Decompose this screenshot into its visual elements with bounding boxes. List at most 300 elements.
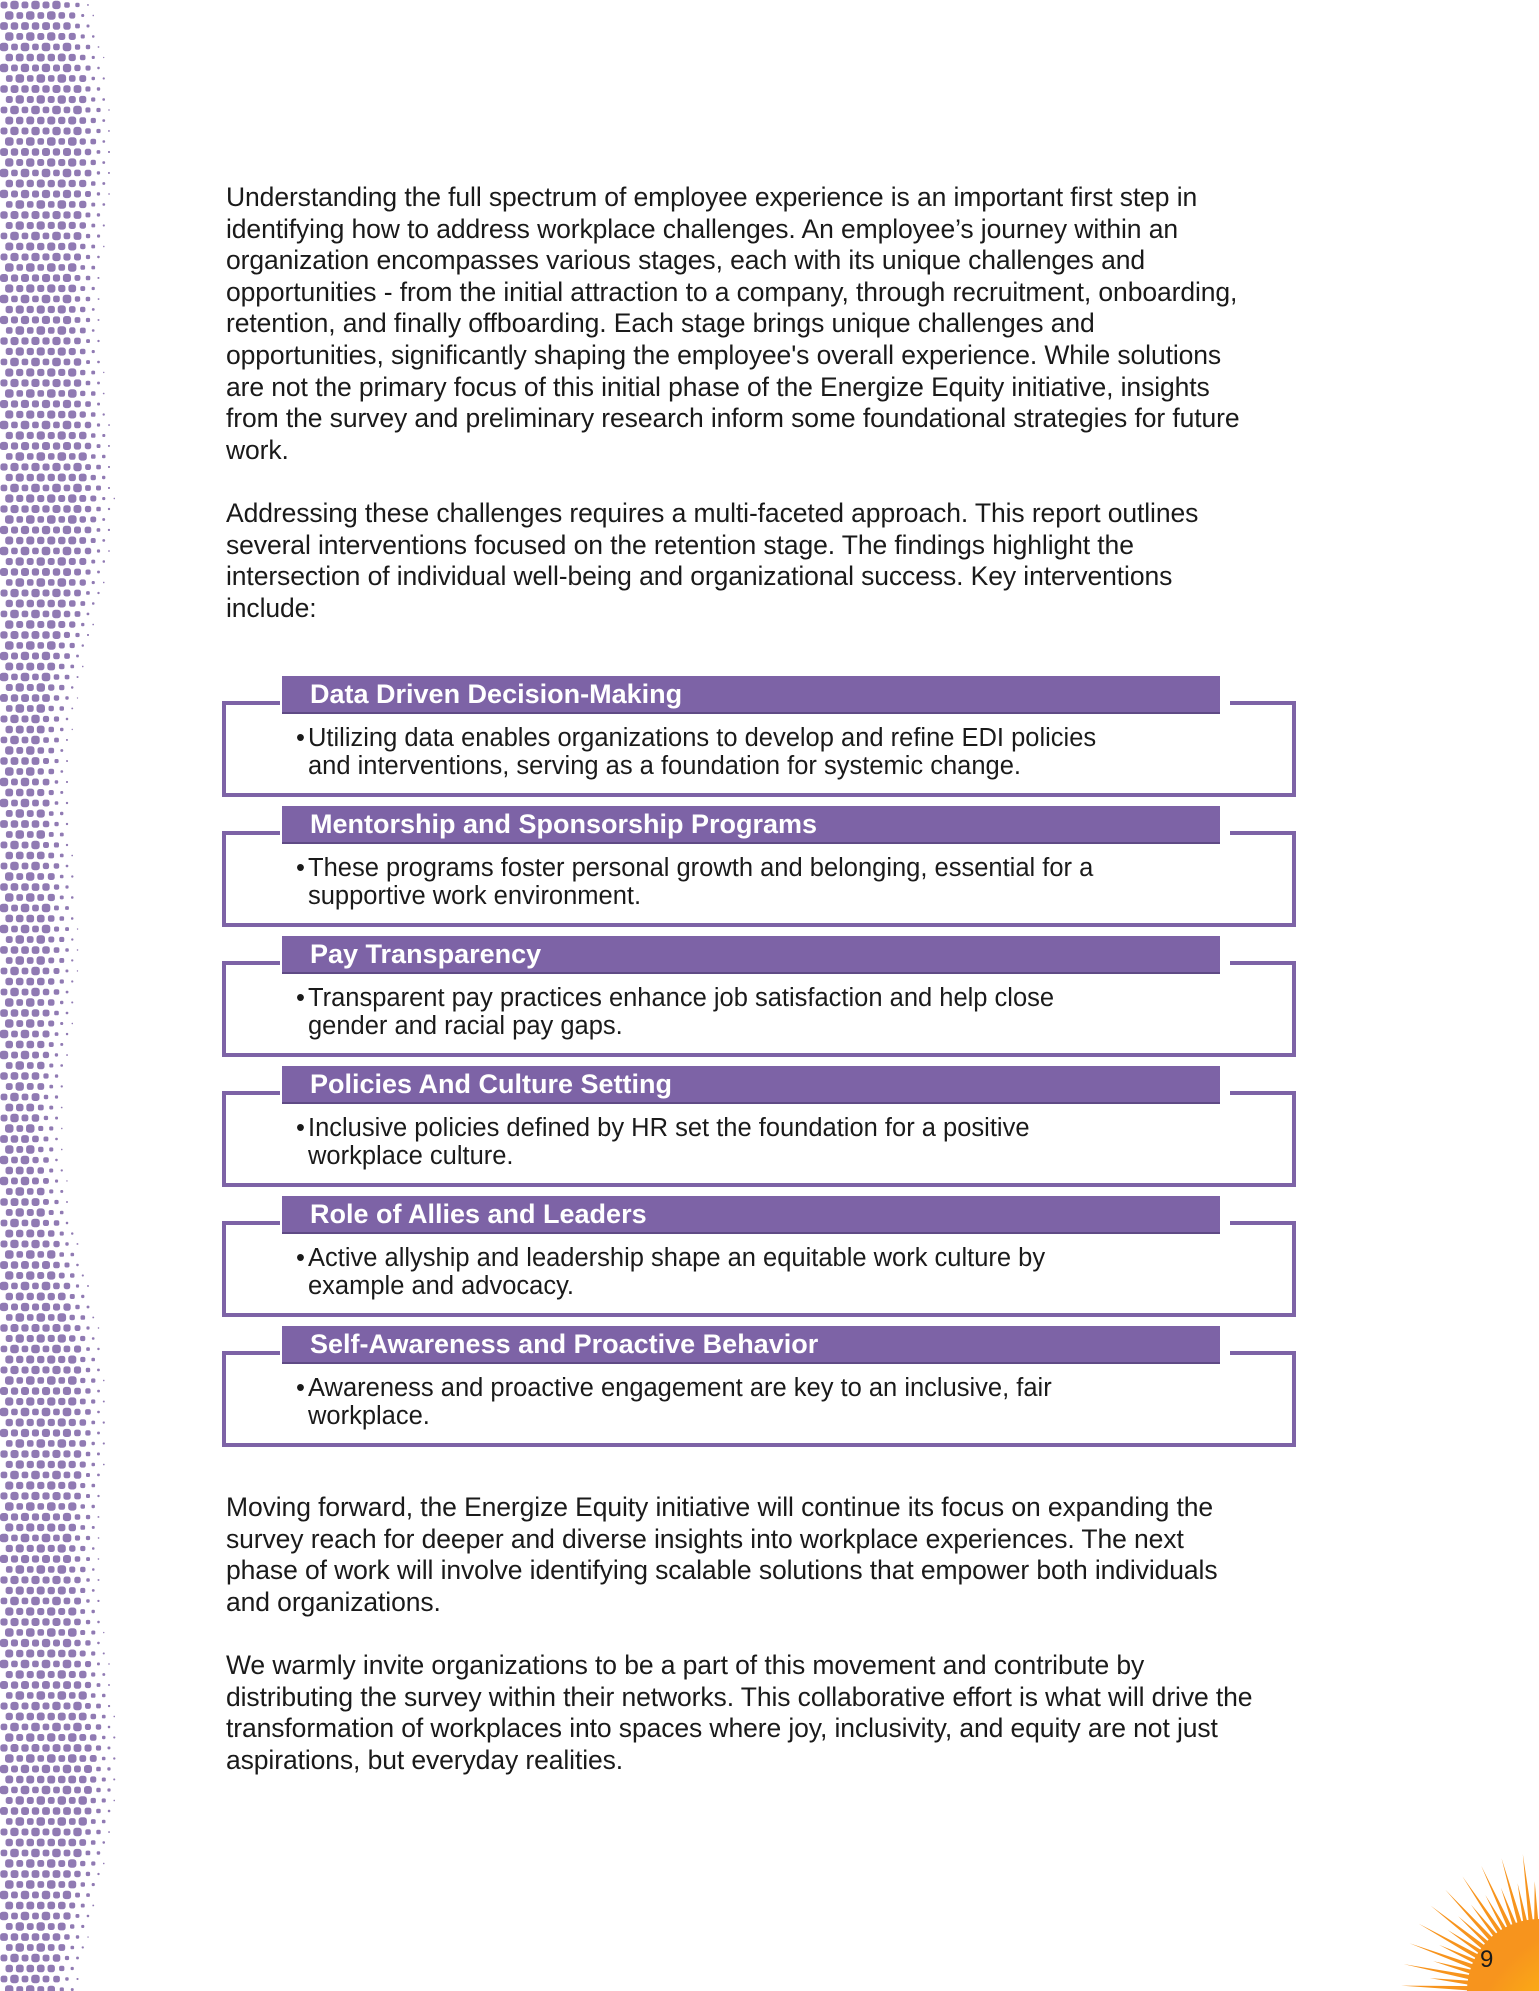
halftone-dot xyxy=(48,915,55,922)
halftone-dot xyxy=(58,369,65,376)
halftone-dot xyxy=(1,1724,8,1731)
halftone-dot xyxy=(66,970,69,973)
halftone-dot xyxy=(16,180,24,188)
halftone-dot xyxy=(91,1631,95,1635)
halftone-dot xyxy=(82,1946,84,1948)
halftone-dot xyxy=(43,863,49,869)
halftone-dot xyxy=(91,1399,95,1403)
halftone-dot xyxy=(32,883,40,891)
halftone-dot xyxy=(42,274,50,282)
halftone-dot xyxy=(82,666,84,668)
halftone-dot xyxy=(79,1671,86,1678)
halftone-dot xyxy=(85,107,90,112)
halftone-dot xyxy=(38,747,45,754)
halftone-dot xyxy=(87,1915,90,1918)
halftone-dot xyxy=(27,684,34,691)
halftone-dot xyxy=(0,1156,8,1165)
halftone-dot xyxy=(53,1513,60,1520)
halftone-dot xyxy=(6,1083,13,1090)
halftone-dot xyxy=(58,1398,65,1405)
halftone-dot xyxy=(96,1704,101,1709)
halftone-dot xyxy=(68,1628,77,1637)
halftone-dot xyxy=(108,1684,110,1686)
halftone-dot xyxy=(11,148,18,155)
halftone-dot xyxy=(77,697,78,698)
halftone-dot xyxy=(80,1546,85,1551)
halftone-dot xyxy=(43,968,50,975)
halftone-dot xyxy=(16,74,25,83)
halftone-dot xyxy=(1,1367,8,1374)
halftone-dot xyxy=(6,1566,13,1573)
halftone-dot xyxy=(86,1326,89,1329)
halftone-dot xyxy=(80,516,87,523)
halftone-dot xyxy=(37,1334,45,1342)
halftone-dot xyxy=(42,1807,50,1815)
halftone-dot xyxy=(42,1261,50,1269)
frame-top-right-line xyxy=(1230,1351,1296,1355)
halftone-dot xyxy=(37,1629,44,1636)
intervention-description xyxy=(296,1244,1208,1300)
halftone-dot xyxy=(59,643,65,649)
halftone-dot xyxy=(31,358,40,367)
halftone-dot xyxy=(58,1313,67,1322)
halftone-dot xyxy=(49,832,54,837)
halftone-dot xyxy=(54,968,60,974)
halftone-dot xyxy=(79,75,86,82)
halftone-dot xyxy=(63,253,70,260)
halftone-dot xyxy=(10,1492,18,1500)
halftone-dot xyxy=(53,400,60,407)
halftone-dot xyxy=(64,1472,71,1479)
halftone-dot xyxy=(64,359,71,366)
halftone-dot xyxy=(37,159,44,166)
intervention-title: Mentorship and Sponsorship Programs xyxy=(282,806,1220,842)
halftone-dot xyxy=(37,390,44,397)
halftone-dot xyxy=(26,1628,35,1637)
halftone-dot xyxy=(58,1944,65,1951)
halftone-dot xyxy=(37,1587,45,1595)
halftone-dot xyxy=(98,1579,100,1581)
halftone-dot xyxy=(5,789,13,797)
halftone-dot xyxy=(27,348,34,355)
halftone-dot xyxy=(5,1650,13,1658)
halftone-dot xyxy=(1,989,8,996)
halftone-dot xyxy=(26,515,35,524)
halftone-dot xyxy=(26,11,35,20)
halftone-dot xyxy=(108,424,110,426)
halftone-dot xyxy=(69,1671,76,1678)
halftone-dot xyxy=(108,1747,111,1750)
halftone-dot xyxy=(27,201,34,208)
halftone-dot xyxy=(108,1705,110,1707)
halftone-dot xyxy=(5,1523,13,1531)
halftone-dot xyxy=(63,1618,70,1625)
halftone-dot xyxy=(0,1912,8,1921)
halftone-dot xyxy=(84,1765,92,1773)
halftone-dot xyxy=(86,570,91,575)
halftone-dot xyxy=(1,1220,8,1227)
halftone-dot xyxy=(63,526,71,534)
halftone-dot xyxy=(37,1608,44,1615)
halftone-dot xyxy=(58,1650,65,1657)
halftone-dot xyxy=(16,138,23,145)
halftone-dot xyxy=(43,1220,49,1226)
halftone-dot xyxy=(82,644,84,646)
halftone-dot xyxy=(97,171,100,174)
intervention-card xyxy=(222,1066,1302,1196)
halftone-dot xyxy=(85,1661,91,1667)
halftone-dot xyxy=(68,389,77,398)
halftone-dot xyxy=(102,1778,106,1782)
halftone-dot xyxy=(59,1273,65,1279)
halftone-dot xyxy=(48,201,55,208)
halftone-dot xyxy=(27,1944,34,1951)
halftone-dot xyxy=(6,1692,13,1699)
halftone-dot xyxy=(43,611,50,618)
halftone-dot xyxy=(97,213,100,216)
halftone-dot xyxy=(63,1387,71,1395)
halftone-dot xyxy=(42,1933,50,1941)
halftone-dot xyxy=(11,337,19,345)
halftone-dot xyxy=(42,1408,51,1417)
halftone-dot xyxy=(42,1282,51,1291)
halftone-dot xyxy=(22,1472,29,1479)
halftone-dot xyxy=(21,43,30,52)
halftone-dot xyxy=(76,655,79,658)
halftone-dot xyxy=(16,33,23,40)
halftone-dot xyxy=(60,916,65,921)
halftone-dot xyxy=(37,1860,44,1867)
halftone-dot xyxy=(26,767,35,776)
halftone-dot xyxy=(102,98,105,101)
halftone-dot xyxy=(10,862,19,871)
halftone-dot xyxy=(32,148,39,155)
halftone-dot xyxy=(53,505,61,513)
halftone-dot xyxy=(92,1610,95,1613)
halftone-dot xyxy=(32,1787,39,1794)
halftone-dot xyxy=(27,1713,34,1720)
halftone-dot xyxy=(90,1734,97,1741)
halftone-dot xyxy=(97,1453,100,1456)
halftone-dot xyxy=(64,632,70,638)
halftone-dot xyxy=(52,1450,60,1458)
halftone-dot xyxy=(86,1557,90,1561)
halftone-dot xyxy=(47,1524,55,1532)
halftone-dot xyxy=(85,1640,90,1645)
halftone-dot xyxy=(27,1566,34,1573)
halftone-dot xyxy=(0,1051,8,1059)
halftone-dot xyxy=(21,421,30,430)
halftone-dot xyxy=(37,642,44,649)
halftone-dot xyxy=(10,106,19,115)
halftone-dot xyxy=(16,894,23,901)
halftone-dot xyxy=(103,140,106,143)
halftone-dot xyxy=(49,1189,53,1193)
halftone-dot xyxy=(47,1250,55,1258)
halftone-dot xyxy=(21,1660,30,1669)
halftone-dot xyxy=(72,1023,73,1024)
halftone-dot xyxy=(11,1661,18,1668)
halftone-dot xyxy=(22,842,29,849)
halftone-dot xyxy=(63,1534,72,1543)
halftone-dot xyxy=(91,97,95,101)
halftone-dot xyxy=(10,1828,18,1836)
halftone-dot xyxy=(27,810,34,817)
halftone-dot xyxy=(11,1787,18,1794)
halftone-dot xyxy=(102,182,105,185)
halftone-dot xyxy=(0,43,8,52)
halftone-dot xyxy=(69,1335,76,1342)
halftone-dot xyxy=(58,12,65,19)
halftone-dot xyxy=(37,600,45,608)
halftone-dot xyxy=(37,1734,44,1741)
halftone-dot xyxy=(16,1398,23,1405)
halftone-dot xyxy=(48,1965,55,1972)
halftone-dot xyxy=(63,316,71,324)
halftone-dot xyxy=(98,277,100,279)
halftone-dot xyxy=(96,1830,100,1834)
halftone-dot xyxy=(26,1607,34,1615)
halftone-dot xyxy=(53,1807,61,1815)
halftone-dot xyxy=(27,327,34,334)
halftone-dot xyxy=(86,234,90,238)
halftone-dot xyxy=(16,1776,23,1783)
halftone-dot xyxy=(0,652,8,660)
halftone-dot xyxy=(16,704,25,713)
halftone-dot xyxy=(53,1535,60,1542)
halftone-dot xyxy=(11,1387,18,1394)
halftone-dot xyxy=(42,1765,50,1773)
halftone-dot xyxy=(58,95,66,103)
halftone-dot xyxy=(66,802,68,804)
halftone-dot xyxy=(71,1253,75,1257)
halftone-dot xyxy=(42,883,49,890)
halftone-dot xyxy=(11,211,19,219)
halftone-dot xyxy=(85,170,92,177)
halftone-dot xyxy=(48,222,55,229)
halftone-dot xyxy=(11,779,18,786)
frame-top-right-line xyxy=(1230,1221,1296,1225)
halftone-dot xyxy=(31,967,40,976)
halftone-dot xyxy=(47,1902,55,1910)
halftone-dot xyxy=(37,1796,45,1804)
halftone-dot xyxy=(74,65,80,71)
halftone-dot xyxy=(49,1085,53,1089)
halftone-dot xyxy=(16,1922,24,1930)
halftone-dot xyxy=(22,1094,29,1101)
halftone-dot xyxy=(86,297,91,302)
halftone-dot xyxy=(81,34,85,38)
halftone-dot xyxy=(52,358,61,367)
halftone-dot xyxy=(86,339,90,343)
halftone-dot xyxy=(27,180,34,187)
halftone-dot xyxy=(21,778,29,786)
halftone-dot xyxy=(43,128,50,135)
halftone-dot xyxy=(6,1797,13,1804)
halftone-dot xyxy=(102,1820,106,1824)
halftone-dot xyxy=(21,568,29,576)
text-line: survey reach for deeper and diverse insights into workplace experiences. The next xyxy=(226,1523,1184,1554)
halftone-dot xyxy=(98,46,100,48)
halftone-dot xyxy=(68,1608,76,1616)
halftone-dot xyxy=(74,190,81,197)
halftone-dot xyxy=(21,1177,29,1185)
halftone-dot xyxy=(0,946,8,954)
intervention-card xyxy=(222,936,1302,1066)
halftone-dot xyxy=(27,831,34,838)
halftone-dot xyxy=(0,1324,7,1331)
halftone-dot xyxy=(52,1366,60,1374)
halftone-dot xyxy=(71,1002,73,1004)
halftone-dot xyxy=(58,33,65,40)
halftone-dot xyxy=(48,1230,55,1237)
halftone-dot xyxy=(37,999,44,1006)
halftone-dot xyxy=(97,1683,101,1687)
halftone-dot xyxy=(73,484,82,493)
halftone-dot xyxy=(63,148,71,156)
halftone-dot xyxy=(71,980,73,982)
halftone-dot xyxy=(71,1232,73,1234)
halftone-dot xyxy=(6,957,13,964)
halftone-dot xyxy=(53,1387,60,1394)
halftone-dot xyxy=(27,1167,34,1174)
halftone-dot xyxy=(68,1376,77,1385)
halftone-dot xyxy=(48,1461,55,1468)
halftone-dot xyxy=(21,1786,30,1795)
halftone-dot xyxy=(63,64,71,72)
halftone-dot xyxy=(5,1230,13,1238)
text-line: several interventions focused on the retention stage. The findings highlight the xyxy=(226,529,1134,560)
halftone-dot xyxy=(48,1923,55,1930)
halftone-dot xyxy=(43,1598,50,1605)
halftone-dot xyxy=(52,127,60,135)
halftone-dot xyxy=(75,611,81,617)
halftone-dot xyxy=(10,841,18,849)
halftone-dot xyxy=(43,821,50,828)
halftone-dot xyxy=(54,884,59,889)
halftone-dot xyxy=(63,1303,70,1310)
text-line: identifying how to address workplace challenges. An employee’s journey within an xyxy=(226,213,1178,244)
halftone-dot xyxy=(47,1650,55,1658)
halftone-dot xyxy=(31,862,40,871)
halftone-dot xyxy=(42,568,50,576)
halftone-dot xyxy=(32,1744,40,1752)
halftone-dot xyxy=(63,1765,71,1773)
halftone-dot xyxy=(11,1031,18,1038)
halftone-dot xyxy=(37,1460,45,1468)
halftone-dot xyxy=(64,1598,71,1605)
halftone-dot xyxy=(21,211,28,218)
halftone-dot xyxy=(48,1293,55,1300)
halftone-dot xyxy=(92,308,95,311)
halftone-dot xyxy=(66,739,68,741)
halftone-dot xyxy=(22,128,29,135)
halftone-dot xyxy=(16,1524,23,1531)
halftone-dot xyxy=(37,243,44,250)
halftone-dot xyxy=(92,1463,96,1467)
halftone-dot xyxy=(53,653,60,660)
halftone-dot xyxy=(42,211,49,218)
halftone-dot xyxy=(37,1691,46,1700)
halftone-dot xyxy=(63,1681,71,1689)
halftone-dot xyxy=(60,1190,63,1193)
halftone-dot xyxy=(37,264,44,271)
halftone-dot xyxy=(11,568,18,575)
halftone-dot xyxy=(74,401,81,408)
halftone-dot xyxy=(27,1188,34,1195)
halftone-dot xyxy=(16,768,23,775)
halftone-dot xyxy=(58,1860,65,1867)
halftone-dot xyxy=(11,170,18,177)
halftone-dot xyxy=(47,117,55,125)
halftone-dot xyxy=(69,1839,77,1847)
halftone-dot xyxy=(10,1093,19,1102)
halftone-dot xyxy=(1,1472,8,1479)
description-line: These programs foster personal growth and belonging, essential for a xyxy=(308,854,1094,882)
halftone-dot xyxy=(26,620,34,628)
halftone-dot xyxy=(71,938,73,940)
halftone-dot xyxy=(37,1902,45,1910)
bullet: • xyxy=(296,1374,305,1402)
halftone-dot xyxy=(11,1157,18,1164)
halftone-dot xyxy=(16,1986,23,1991)
halftone-dot xyxy=(74,379,81,386)
halftone-dot xyxy=(42,652,50,660)
halftone-dot xyxy=(22,107,29,114)
halftone-dot xyxy=(58,1418,66,1426)
halftone-dot xyxy=(58,578,67,587)
halftone-dot xyxy=(16,1881,23,1888)
halftone-dot xyxy=(97,1873,99,1875)
halftone-dot xyxy=(63,1429,71,1437)
halftone-dot xyxy=(27,1314,34,1321)
halftone-dot xyxy=(16,956,25,965)
halftone-dot xyxy=(86,1473,90,1477)
halftone-dot xyxy=(96,1767,101,1772)
halftone-dot xyxy=(37,830,46,839)
halftone-dot xyxy=(108,1726,110,1728)
halftone-dot xyxy=(21,1198,28,1205)
halftone-dot xyxy=(1,590,8,597)
halftone-dot xyxy=(37,873,44,880)
halftone-dot xyxy=(97,1411,100,1414)
halftone-dot xyxy=(32,946,40,954)
halftone-dot xyxy=(69,33,76,40)
halftone-dot xyxy=(52,1702,60,1710)
halftone-dot xyxy=(42,1870,50,1878)
halftone-dot xyxy=(11,820,19,828)
halftone-dot xyxy=(74,442,81,449)
halftone-dot xyxy=(31,463,39,471)
halftone-dot xyxy=(48,1671,55,1678)
halftone-dot xyxy=(10,1702,18,1710)
halftone-dot xyxy=(80,1525,85,1530)
halftone-dot xyxy=(42,379,49,386)
halftone-dot xyxy=(61,1169,63,1171)
halftone-dot xyxy=(31,736,40,745)
halftone-dot xyxy=(26,1754,35,1763)
halftone-dot xyxy=(5,1985,13,1991)
halftone-dot xyxy=(71,959,73,961)
halftone-dot xyxy=(97,1495,99,1497)
halftone-dot xyxy=(63,43,72,52)
halftone-dot xyxy=(49,769,55,775)
halftone-dot xyxy=(11,1178,18,1185)
halftone-dot xyxy=(74,1807,82,1815)
halftone-dot xyxy=(91,181,96,186)
halftone-dot xyxy=(43,1724,50,1731)
halftone-dot xyxy=(26,746,34,754)
